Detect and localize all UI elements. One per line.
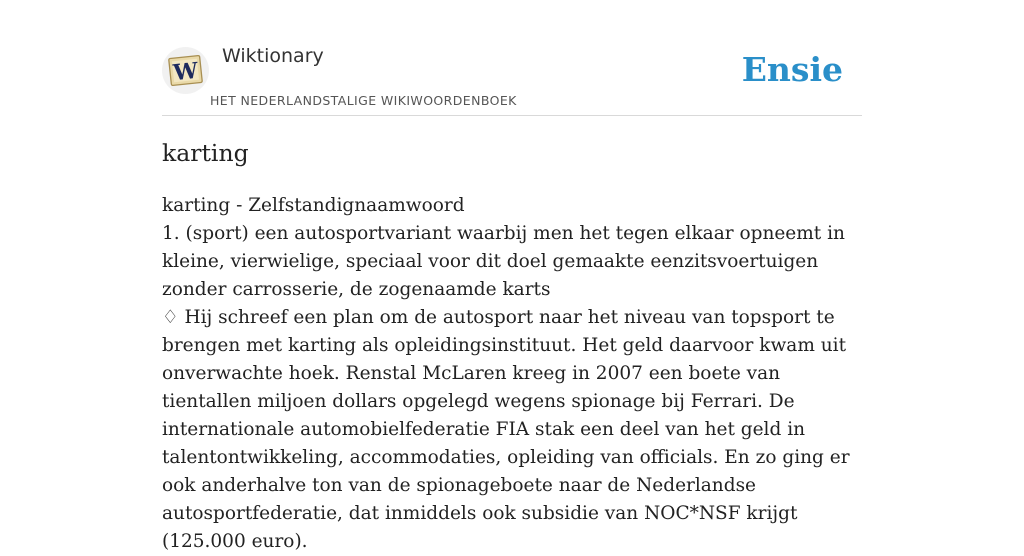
- example-quote: ♢ Hij schreef een plan om de autosport naar het niveau van topsport te brengen met karting als opleidingsinstituut. Het geld daarvoor kwam uit onverwachte hoek. Renstal McLaren kreeg in 2007 een boete van tientallen miljoen dollars opgelegd wegens spionage bij Ferrari. De internationale automobielfederatie FIA stak een deel van het geld in talentontwikkeling, accommodaties, opleiding van officials. En zo ging er ook anderhalve ton van de spionageboete naar de Nederlandse autosportfederatie, dat inmiddels ook subsidie van NOC*NSF krijgt (125.000 euro).: [162, 307, 850, 552]
- site-name[interactable]: Wiktionary: [222, 45, 324, 67]
- ensie-brand-logo[interactable]: Ensie: [741, 50, 843, 89]
- site-header: [162, 0, 862, 116]
- entry-content: [162, 192, 862, 556]
- page-title: karting: [162, 139, 249, 167]
- definition: 1. (sport) een autosportvariant waarbij men het tegen elkaar opneemt in kleine, vierwielige, speciaal voor dit doel gemaakte eenzitsvoertuigen zonder carrosserie, de zogenaamde karts: [162, 223, 845, 300]
- site-tagline: HET NEDERLANDSTALIGE WIKIWOORDENBOEK: [210, 93, 517, 108]
- word-type: karting - Zelfstandignaamwoord: [162, 195, 465, 216]
- wiktionary-logo-icon[interactable]: [162, 47, 209, 94]
- svg-text:W: W: [172, 57, 200, 87]
